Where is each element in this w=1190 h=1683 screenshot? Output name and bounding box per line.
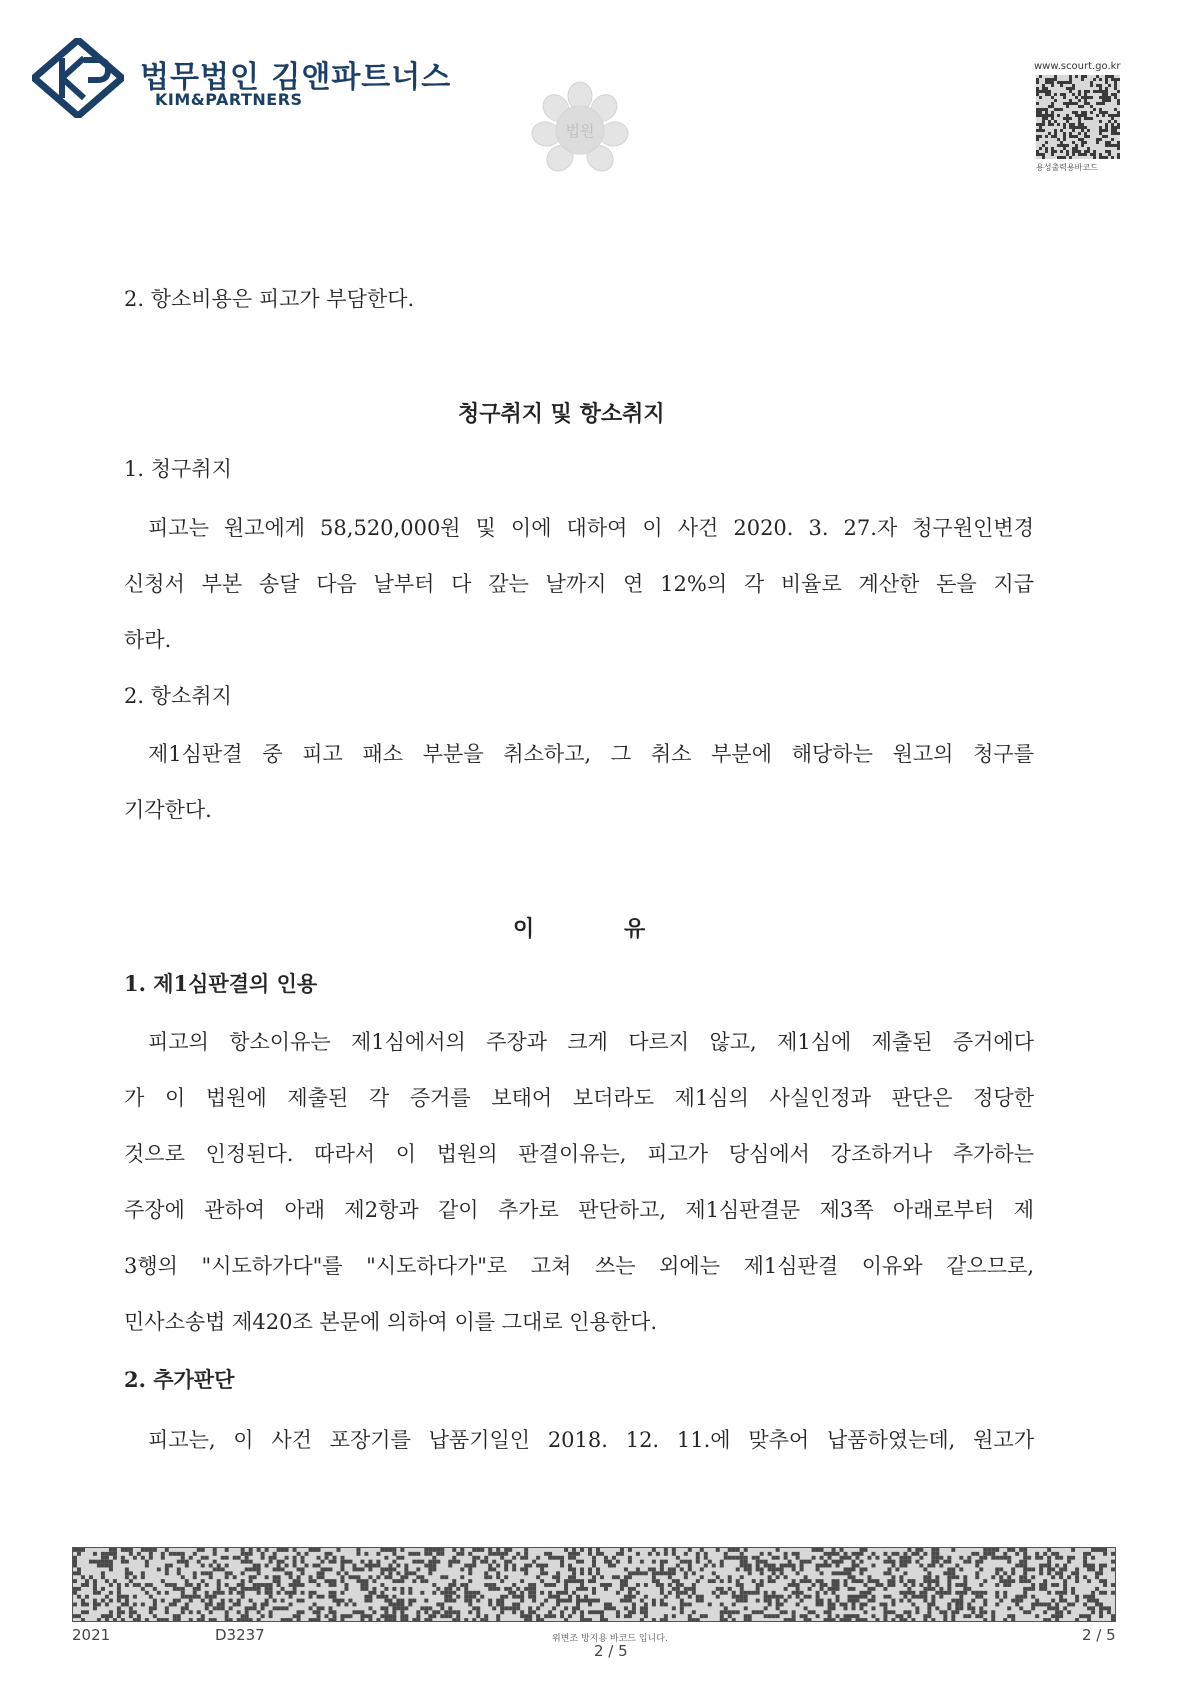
claim-paragraph-line: 하라. — [124, 628, 172, 652]
qr-url-text: www.scourt.go.kr — [1034, 61, 1121, 72]
reason-paragraph-line: 피고의 항소이유는 제1심에서의 주장과 크게 다르지 않고, 제1심에 제출된 증거에다 — [148, 1030, 1034, 1054]
reason-paragraph-line: 주장에 관하여 아래 제2항과 같이 추가로 판단하고, 제1심판결문 제3쪽 아래로부터 제 — [124, 1198, 1034, 1222]
claim-heading: 청구취지 및 항소취지 — [458, 402, 665, 427]
footer-notice: 위변조 방지용 바코드 입니다. — [552, 1634, 668, 1644]
footer-case-number: D3237 — [215, 1626, 265, 1644]
anti-forgery-barcode — [72, 1547, 1116, 1622]
reason-paragraph-line: 것으로 인정된다. 따라서 이 법원의 판결이유는, 피고가 당심에서 강조하거나 추가하는 — [124, 1142, 1034, 1166]
order-item-2: 2. 항소비용은 피고가 부담한다. — [124, 287, 415, 311]
firm-name-ko: 법무법인 김앤파트너스 — [140, 60, 452, 95]
footer-page-center: 2 / 5 — [594, 1642, 628, 1660]
verification-qr-code — [1036, 75, 1120, 159]
claim-paragraph-line: 피고는 원고에게 58,520,000원 및 이에 대하여 이 사건 2020. 3. 27.자 청구원인변경 — [148, 516, 1034, 540]
reason-subheading-1: 1. 제1심판결의 인용 — [124, 971, 318, 996]
reason-subheading-2: 2. 추가판단 — [124, 1367, 235, 1392]
seal-text: 법원 — [565, 122, 595, 140]
claim-paragraph-line: 신청서 부본 송달 다음 날부터 다 갚는 날까지 연 12%의 각 비율로 계산한 돈을 지급 — [124, 572, 1034, 596]
footer-page-right: 2 / 5 — [1082, 1626, 1116, 1644]
qr-caption: 용성출력용바코드 — [1036, 163, 1098, 172]
reason-paragraph-line: 피고는, 이 사건 포장기를 납품기일인 2018. 12. 11.에 맞추어 납품하였는데, 원고가 — [148, 1428, 1034, 1452]
reason-paragraph-line: 3행의 "시도하가다"를 "시도하다가"로 고쳐 쓰는 외에는 제1심판결 이유와 같으므로, — [124, 1254, 1034, 1278]
reason-heading-right: 유 — [624, 917, 646, 942]
court-seal-icon — [526, 76, 634, 184]
reason-paragraph-line: 가 이 법원에 제출된 각 증거를 보태어 보더라도 제1심의 사실인정과 판단은 정당한 — [124, 1086, 1034, 1110]
footer-year: 2021 — [72, 1626, 111, 1644]
appeal-paragraph-line: 기각한다. — [124, 798, 212, 822]
claim-subheading-1: 1. 청구취지 — [124, 457, 232, 481]
firm-name-en: KIM&PARTNERS — [155, 90, 303, 109]
claim-subheading-2: 2. 항소취지 — [124, 684, 232, 708]
reason-paragraph-line: 민사소송법 제420조 본문에 의하여 이를 그대로 인용한다. — [124, 1310, 658, 1334]
appeal-paragraph-line: 제1심판결 중 피고 패소 부분을 취소하고, 그 취소 부분에 해당하는 원고의 청구를 — [148, 742, 1034, 766]
firm-logo-icon — [32, 38, 124, 118]
reason-heading-left: 이 — [513, 917, 535, 942]
